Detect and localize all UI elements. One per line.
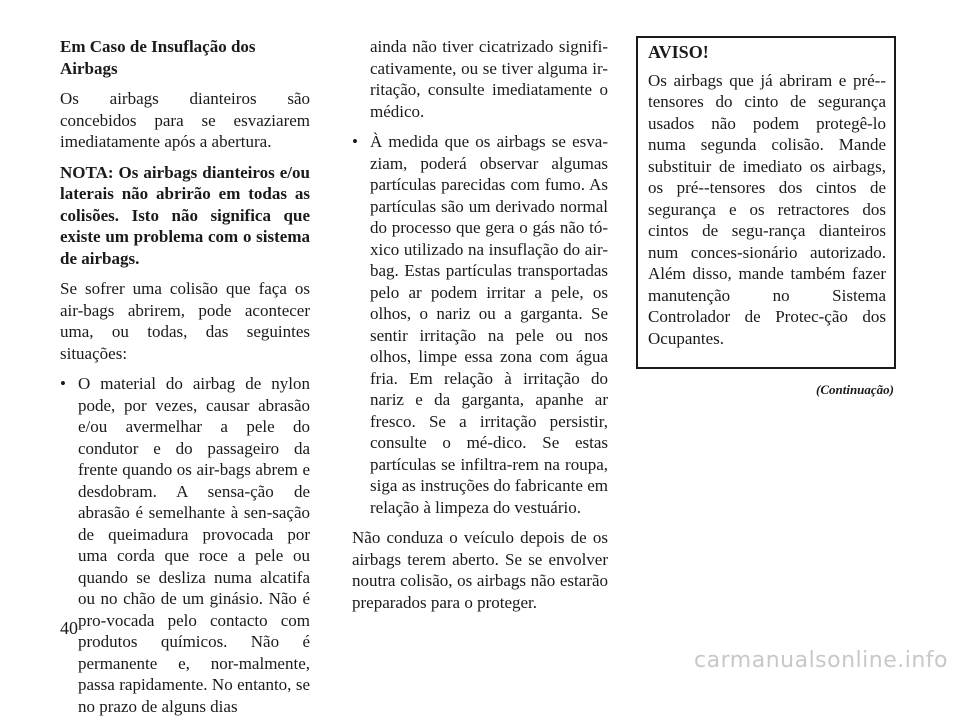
watermark-logo: carmanualsonline.info <box>694 648 948 673</box>
paragraph-deflation: Os airbags dianteiros são concebidos para se esvaziarem imediatamente após a abertura. <box>60 89 310 151</box>
bullet-item-abrasion: • O material do airbag de nylon pode, por vezes, causar abrasão e/ou avermelhar a pele do condutor e do passageiro da frente quando os air-bags abrem e desdobram. A sensa-ção de abrasão é semelhante à sen-sação de queimadura provocada por uma corda que roce a pele ou quando se desliza numa alcatifa ou no chão de um ginásio. Não é pro-vocada pelo contacto com produtos químicos. Não é permanente e, nor-malmente, passa rapidamente. No entanto, se no prazo de alguns dias <box>60 373 310 717</box>
note-paragraph: NOTA: Os airbags dianteiros e/ou laterais não abrirão em todas as colisões. Isto não significa que existe um problema com o sistema de airbags. <box>60 162 310 268</box>
paragraph-situations: Se sofrer uma colisão que faça os air-bags abrirem, pode acontecer uma, ou todas, das seguintes situações: <box>60 279 310 363</box>
column-middle <box>352 36 608 622</box>
column-left <box>60 36 310 726</box>
warning-box <box>636 36 896 369</box>
warning-title: AVISO! <box>648 42 709 62</box>
warning-text: Os airbags que já abriram e pré--tensores do cinto de segurança usados não podem protegê-lo numa segunda colisão. Mande substituir de imediato os airbags, os pré--tensores dos cintos de segurança e os retractores dos cintos de segu-rança dianteiros num conces-sionário autorizado. Além disso, mande também fazer manutenção no Sistema Controlador de Protec-ção dos Ocupantes. <box>648 70 886 348</box>
page-number: 40 <box>60 618 78 638</box>
column-right <box>636 36 896 401</box>
bullet-item-particles: • À medida que os airbags se esva-ziam, poderá observar algumas partículas parecidas com fumo. As partículas são um derivado normal do processo que gera o gás não tó-xico utilizado na insuflação do air-bag. Estas partículas transportadas pelo ar podem irritar a pele, os olhos, o nariz ou a garganta. Se sentir irritação na pele ou nos olhos, limpe essa zona com água fria. Em relação à irritação do nariz e da garganta, apanhe ar fresco. Se a irritação persistir, consulte o mé-dico. Se estas partículas se infiltra-rem na roupa, siga as instruções do fabricante em relação à limpeza do vestuário. <box>352 131 608 518</box>
paragraph-do-not-drive: Não conduza o veículo depois de os airbags terem aberto. Se se envolver noutra colisão, os airbags não estarão preparados para o proteger. <box>352 528 608 612</box>
section-heading: Em Caso de Insuflação dos Airbags <box>60 37 256 78</box>
bullet-list <box>60 373 310 717</box>
bullet-list-2 <box>352 131 608 518</box>
continued-label: (Continuação) <box>815 382 894 397</box>
bullet-continuation: ainda não tiver cicatrizado signifi-cativamente, ou se tiver alguma ir-ritação, consulte imediatamente o médico. <box>370 37 608 121</box>
